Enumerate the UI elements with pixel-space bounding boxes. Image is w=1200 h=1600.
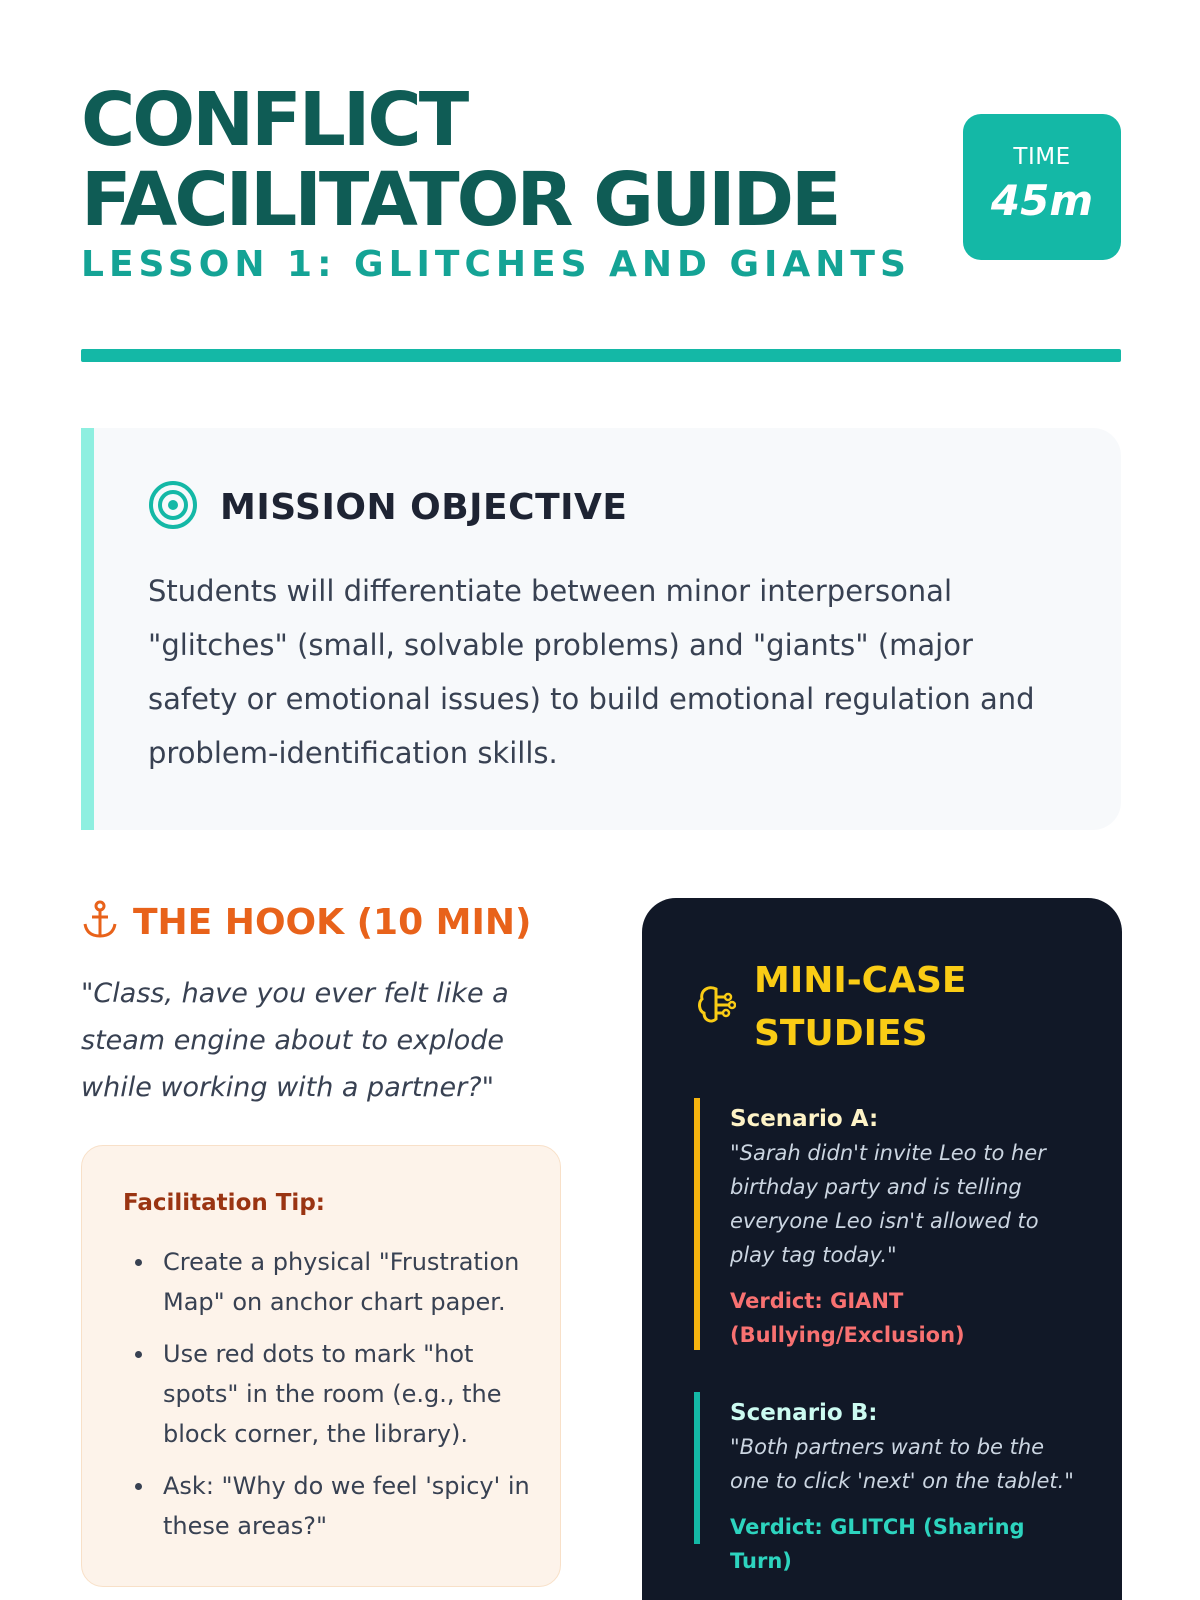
mini-case-studies-card — [642, 898, 1122, 1600]
mission-title: MISSION OBJECTIVE — [220, 486, 628, 528]
list-item: Ask: "Why do we feel 'spicy' in these areas?" — [123, 1466, 533, 1546]
scenario-title: Scenario B: — [730, 1400, 878, 1426]
cases-title-line-1: MINI-CASE — [754, 960, 967, 1001]
page-header — [81, 77, 1121, 290]
cases-title — [754, 954, 966, 1060]
title-line-2: FACILITATOR GUIDE — [81, 157, 839, 243]
scenario-b — [694, 1392, 1084, 1573]
scenario-verdict: Verdict: GLITCH (Sharing Turn) — [730, 1515, 1025, 1573]
list-item: Use red dots to mark "hot spots" in the room (e.g., the block corner, the library). — [123, 1334, 533, 1454]
time-badge — [963, 114, 1121, 260]
tip-title: Facilitation Tip: — [123, 1190, 325, 1216]
time-label: TIME — [1013, 144, 1071, 170]
title-line-1: CONFLICT — [81, 77, 467, 163]
hook-header — [81, 900, 561, 944]
scenario-title: Scenario A: — [730, 1106, 879, 1132]
mission-objective-card — [81, 428, 1121, 830]
tip-list — [123, 1242, 533, 1558]
mission-text: Students will differentiate between minor interpersonal "glitches" (small, solvable problems) and "giants" (major safety or emotional issues) to build emotional regulation and problem-identification skills. — [148, 574, 1035, 770]
cases-header — [696, 954, 966, 1060]
facilitation-tip-box — [81, 1145, 561, 1587]
scenario-verdict: Verdict: GIANT (Bullying/Exclusion) — [730, 1289, 965, 1347]
list-item: Create a physical "Frustration Map" on anchor chart paper. — [123, 1242, 533, 1322]
mission-header — [148, 480, 627, 534]
brain-icon — [696, 983, 736, 1031]
header-divider — [81, 349, 1121, 362]
target-icon — [148, 480, 198, 534]
lesson-subtitle: LESSON 1: GLITCHES AND GIANTS — [81, 244, 911, 285]
anchor-icon — [81, 900, 119, 944]
hook-section — [81, 900, 561, 1540]
cases-title-line-2: STUDIES — [754, 1013, 928, 1054]
scenario-text: "Both partners want to be the one to click 'next' on the tablet." — [730, 1435, 1074, 1493]
hook-quote: "Class, have you ever felt like a steam engine about to explode while working with a partner?" — [81, 978, 509, 1103]
scenario-a — [694, 1098, 1084, 1350]
scenario-text: "Sarah didn't invite Leo to her birthday party and is telling everyone Leo isn't allowed to play tag today." — [730, 1141, 1046, 1267]
time-value: 45m — [990, 176, 1094, 225]
hook-title: THE HOOK (10 MIN) — [133, 901, 532, 943]
